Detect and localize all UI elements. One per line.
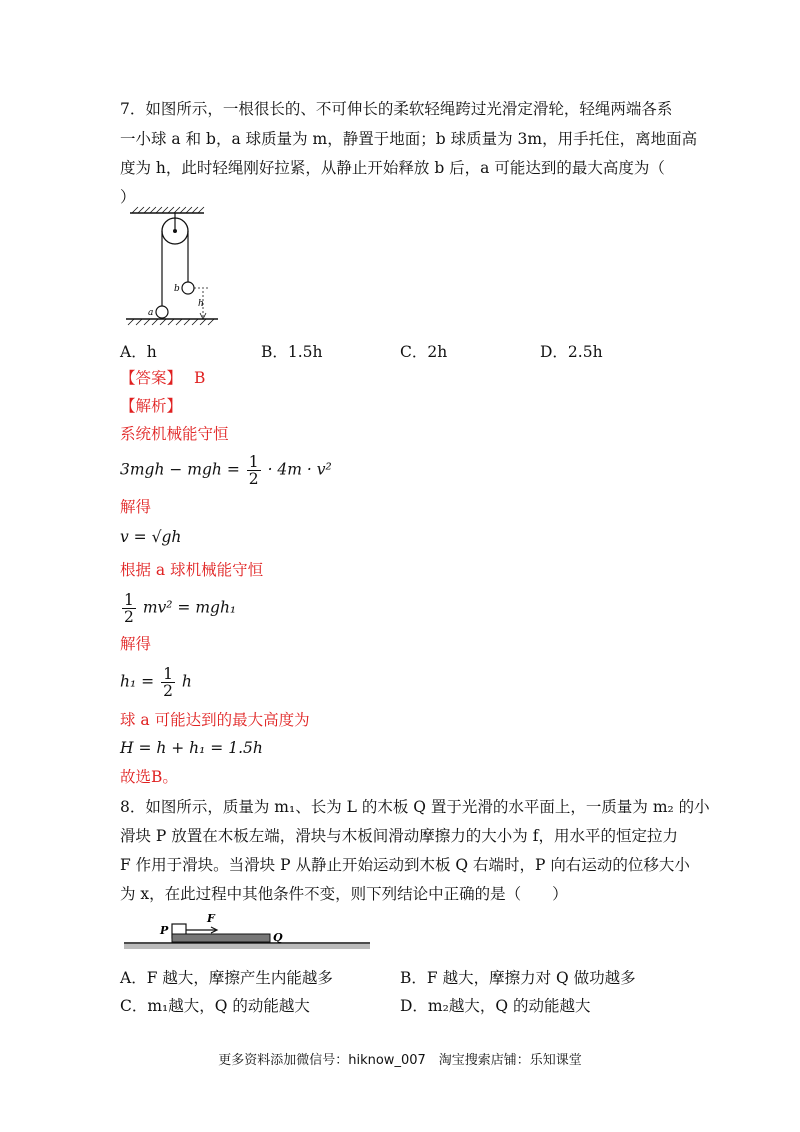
q8-stem-line-4: 为 x，在此过程中其他条件不变，则下列结论中正确的是（ ） [120, 885, 568, 903]
answer-value: B [194, 369, 206, 387]
analysis-tag: 【解析】 [120, 397, 183, 415]
q7-stem-line-4: ） [120, 188, 136, 206]
eq1-fraction: $\frac{1}{2}$ [248, 453, 259, 488]
eq3-fraction: $\frac{1}{2}$ [124, 591, 134, 626]
step-max-height: 球 a 可能达到的最大高度为 [120, 711, 310, 729]
q8-stem-line-3: F 作用于滑块。当滑块 P 从静止开始运动到木板 Q 右端时，P 向右运动的位移大小 [120, 856, 690, 874]
q7-stem-line-3: 度为 h，此时轻绳刚好拉紧，从静止开始释放 b 后，a 可能达到的最大高度为（ [120, 159, 665, 177]
q7-stem-line-2: 一小球 a 和 b，a 球质量为 m，静置于地面；b 球质量为 3m，用手托住，离地面高 [120, 130, 698, 148]
q8-board-figure [122, 910, 372, 955]
q7-label-b: b [174, 284, 180, 294]
q7-label-a: a [148, 308, 154, 318]
q7-option-c: C．2h [400, 343, 448, 361]
eq4-fraction: $\frac{1}{2}$ [163, 665, 173, 700]
equation-5: H = h + h₁ = 1.5h [120, 739, 263, 757]
q8-option-c: C．m₁越大，Q 的动能越大 [120, 997, 310, 1015]
q7-option-a: A．h [120, 343, 157, 361]
equation-3 [120, 592, 236, 625]
q8-option-a: A．F 越大，摩擦产生内能越多 [120, 969, 333, 987]
q7-option-b: B．1.5h [261, 343, 323, 361]
equation-2: v = √gh [120, 528, 182, 546]
eq3-right: mv² = mgh₁ [142, 598, 237, 617]
q8-option-d: D．m₂越大，Q 的动能越大 [400, 997, 591, 1015]
eq4-left: h₁ = [120, 672, 155, 691]
step-solve-1: 解得 [120, 498, 152, 516]
q7-option-d: D．2.5h [540, 343, 603, 361]
page-footer: 更多资料添加微信号：hiknow_007 淘宝搜索店铺：乐知课堂 [218, 1053, 582, 1068]
eq1-left: 3mgh − mgh = [120, 460, 240, 479]
eq4-right: h [181, 672, 192, 691]
q8-label-p: P [160, 924, 169, 937]
answer-tag: 【答案】 [120, 369, 183, 387]
q7-answer-line [120, 368, 205, 388]
equation-4 [120, 666, 192, 699]
q7-label-h: h [198, 299, 204, 309]
q7-pulley-figure [122, 205, 222, 327]
step-conclusion: 故选B。 [120, 768, 178, 786]
step-conservation: 系统机械能守恒 [120, 425, 229, 443]
step-solve-2: 解得 [120, 635, 152, 653]
q8-label-f: F [207, 912, 215, 925]
eq1-right: · 4m · v² [267, 460, 332, 479]
step-ball-a: 根据 a 球机械能守恒 [120, 561, 264, 579]
equation-1 [120, 454, 332, 487]
q7-stem-line-1: 7．如图所示，一根很长的、不可伸长的柔软轻绳跨过光滑定滑轮，轻绳两端各系 [120, 100, 673, 118]
q8-option-b: B．F 越大，摩擦力对 Q 做功越多 [400, 969, 636, 987]
q8-stem-line-2: 滑块 P 放置在木板左端，滑块与木板间滑动摩擦力的大小为 f，用水平的恒定拉力 [120, 827, 678, 845]
q8-stem-line-1: 8．如图所示，质量为 m₁、长为 L 的木板 Q 置于光滑的水平面上，一质量为 m₂ 的小 [120, 798, 710, 816]
q8-label-q: Q [273, 931, 283, 944]
